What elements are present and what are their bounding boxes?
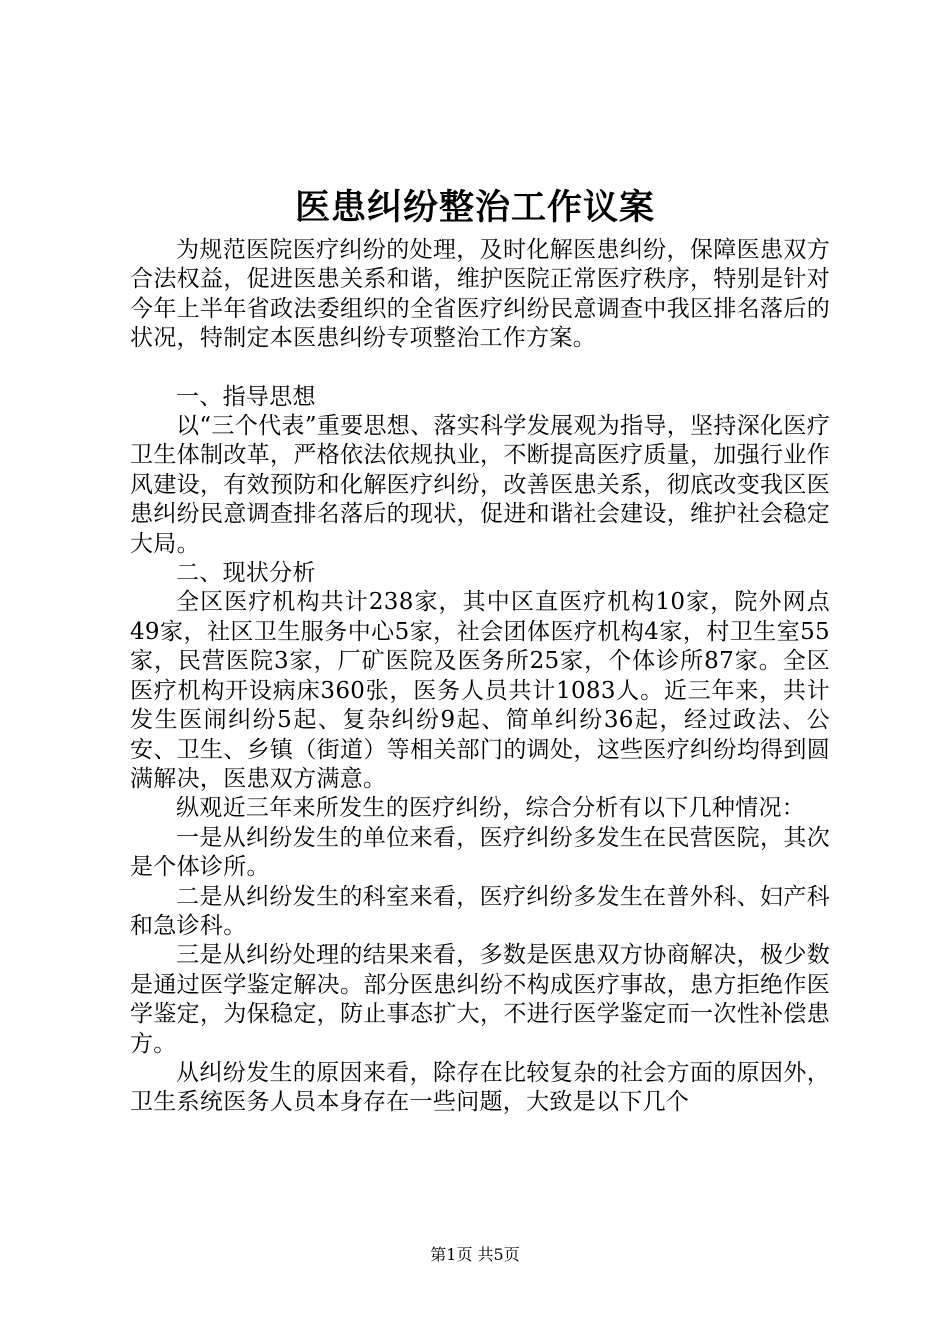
analysis-overview-paragraph: 纵观近三年来所发生的医疗纠纷，综合分析有以下几种情况： (176, 795, 806, 822)
page-number-footer: 第1页 共5页 (430, 1245, 520, 1264)
analysis-point-results-paragraph: 三是从纠纷处理的结果来看，多数是医患双方协商解决，极少数是通过医学鉴定解决。部分医患纠纷不构成医疗事故，患方拒绝作医学鉴定，为保稳定，防止事态扩大，不进行医学鉴定而一次性补偿患方。 (130, 942, 830, 1057)
status-statistics-paragraph: 全区医疗机构共计238家，其中区直医疗机构10家，院外网点49家，社区卫生服务中心5家，社会团体医疗机构4家，村卫生室55家，民营医院3家，厂矿医院及医务所25家，个体诊所87家。全区医疗机构开设病床360张，医务人员共计1083人。近三年来，共计发生医闹纠纷5起、复杂纠纷9起、简单纠纷36起，经过政法、公安、卫生、乡镇（街道）等相关部门的调处，这些医疗纠纷均得到圆满解决，医患双方满意。 (130, 589, 830, 792)
document-body (130, 236, 830, 1118)
section-heading-status-analysis: 二、现状分析 (176, 560, 316, 587)
guiding-thought-paragraph: 以“三个代表”重要思想、落实科学发展观为指导，坚持深化医疗卫生体制改革，严格依法依规执业，不断提高医疗质量，加强行业作风建设，有效预防和化解医疗纠纷，改善医患关系，彻底改变我区医患纠纷民意调查排名落后的现状，促进和谐社会建设，维护社会稳定大局。 (130, 413, 830, 557)
analysis-point-departments-paragraph: 二是从纠纷发生的科室来看，医疗纠纷多发生在普外科、妇产科和急诊科。 (130, 883, 830, 939)
analysis-point-units-paragraph: 一是从纠纷发生的单位来看，医疗纠纷多发生在民营医院，其次是个体诊所。 (130, 824, 830, 881)
analysis-causes-paragraph: 从纠纷发生的原因来看，除存在比较复杂的社会方面的原因外，卫生系统医务人员本身存在一些问题，大致是以下几个 (130, 1059, 830, 1116)
document-title: 医患纠纷整治工作议案 (294, 187, 655, 228)
section-heading-guiding-thought: 一、指导思想 (176, 383, 316, 410)
intro-paragraph: 为规范医院医疗纠纷的处理，及时化解医患纠纷，保障医患双方合法权益，促进医患关系和谐，维护医院正常医疗秩序，特别是针对今年上半年省政法委组织的全省医疗纠纷民意调查中我区排名落后的状况，特制定本医患纠纷专项整治工作方案。 (130, 237, 830, 352)
